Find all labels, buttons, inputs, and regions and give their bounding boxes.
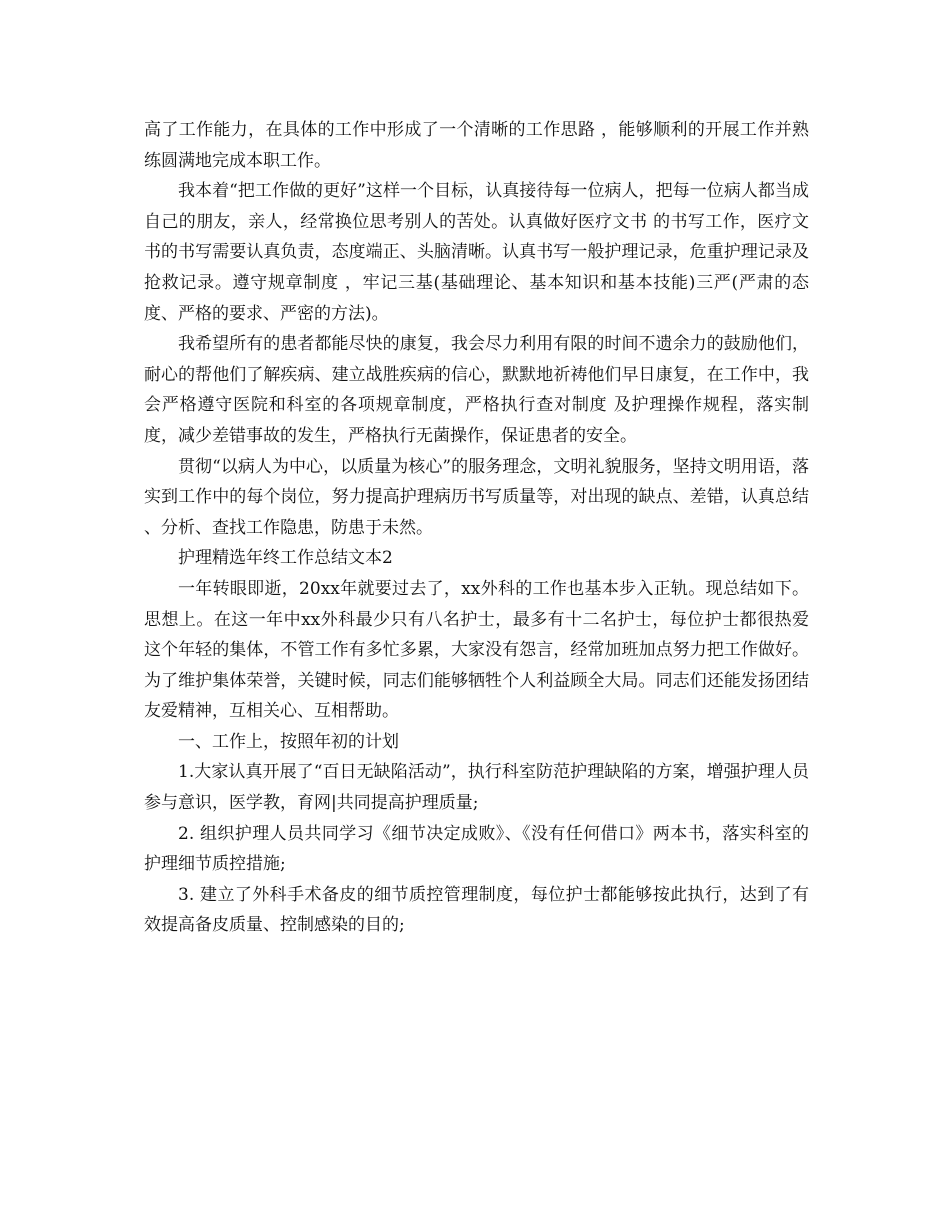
list-item-2: 2. 组织护理人员共同学习《细节决定成败》、《没有任何借口》两本书，落实科室的护理细节质控措施; [144, 823, 809, 875]
subsection-heading-1: 一、工作上，按照年初的计划 [178, 731, 399, 752]
paragraph-2: 我本着“把工作做的更好”这样一个目标，认真接待每一位病人，把每一位病人都当成自己的朋友，亲人，经常换位思考别人的苦处。认真做好医疗文书 的书写工作，医疗文书的书写需要认真负责，态度端正、头脑清晰。认真书写一般护理记录，危重护理记录及抢救记录。遵守规章制度 ，牢记三基(基础理论、基本知识和基本技能)三严(严肃的态度、严格的要求、严密的方法)。 [144, 181, 809, 324]
document-body [144, 115, 809, 941]
paragraph-1: 高了工作能力，在具体的工作中形成了一个清晰的工作思路 ，能够顺利的开展工作并熟练圆满地完成本职工作。 [144, 120, 809, 171]
paragraph-3: 我希望所有的患者都能尽快的康复，我会尽力利用有限的时间不遗余力的鼓励他们，耐心的帮他们了解疾病、建立战胜疾病的信心，默默地祈祷他们早日康复，在工作中，我会严格遵守医院和科室的各项规章制度，严格执行查对制度 及护理操作规程，落实制度，减少差错事故的发生，严格执行无菌操作，保证患者的安全。 [144, 334, 809, 446]
paragraph-5: 一年转眼即逝，20xx年就要过去了，xx外科的工作也基本步入正轨。现总结如下。思想上。在这一年中xx外科最少只有八名护士，最多有十二名护士，每位护士都很热爱这个年轻的集体，不管工作有多忙多累，大家没有怨言，经常加班加点努力把工作做好。为了维护集体荣誉，关键时候，同志们能够牺牲个人利益顾全大局。同志们还能发扬团结友爱精神，互相关心、互相帮助。 [144, 578, 809, 722]
section-heading-2: 护理精选年终工作总结文本2 [178, 548, 393, 569]
list-item-1: 1.大家认真开展了“百日无缺陷活动”，执行科室防范护理缺陷的方案，增强护理人员参与意识，医学教，育网|共同提高护理质量; [144, 762, 809, 814]
list-item-3: 3. 建立了外科手术备皮的细节质控管理制度，每位护士都能够按此执行，达到了有效提高备皮质量、控制感染的目的; [144, 884, 809, 936]
paragraph-4: 贯彻“以病人为中心，以质量为核心”的服务理念，文明礼貌服务，坚持文明用语，落实到工作中的每个岗位，努力提高护理病历书写质量等，对出现的缺点、差错，认真总结 、分析、查找工作隐患，防患于未然。 [144, 456, 809, 538]
